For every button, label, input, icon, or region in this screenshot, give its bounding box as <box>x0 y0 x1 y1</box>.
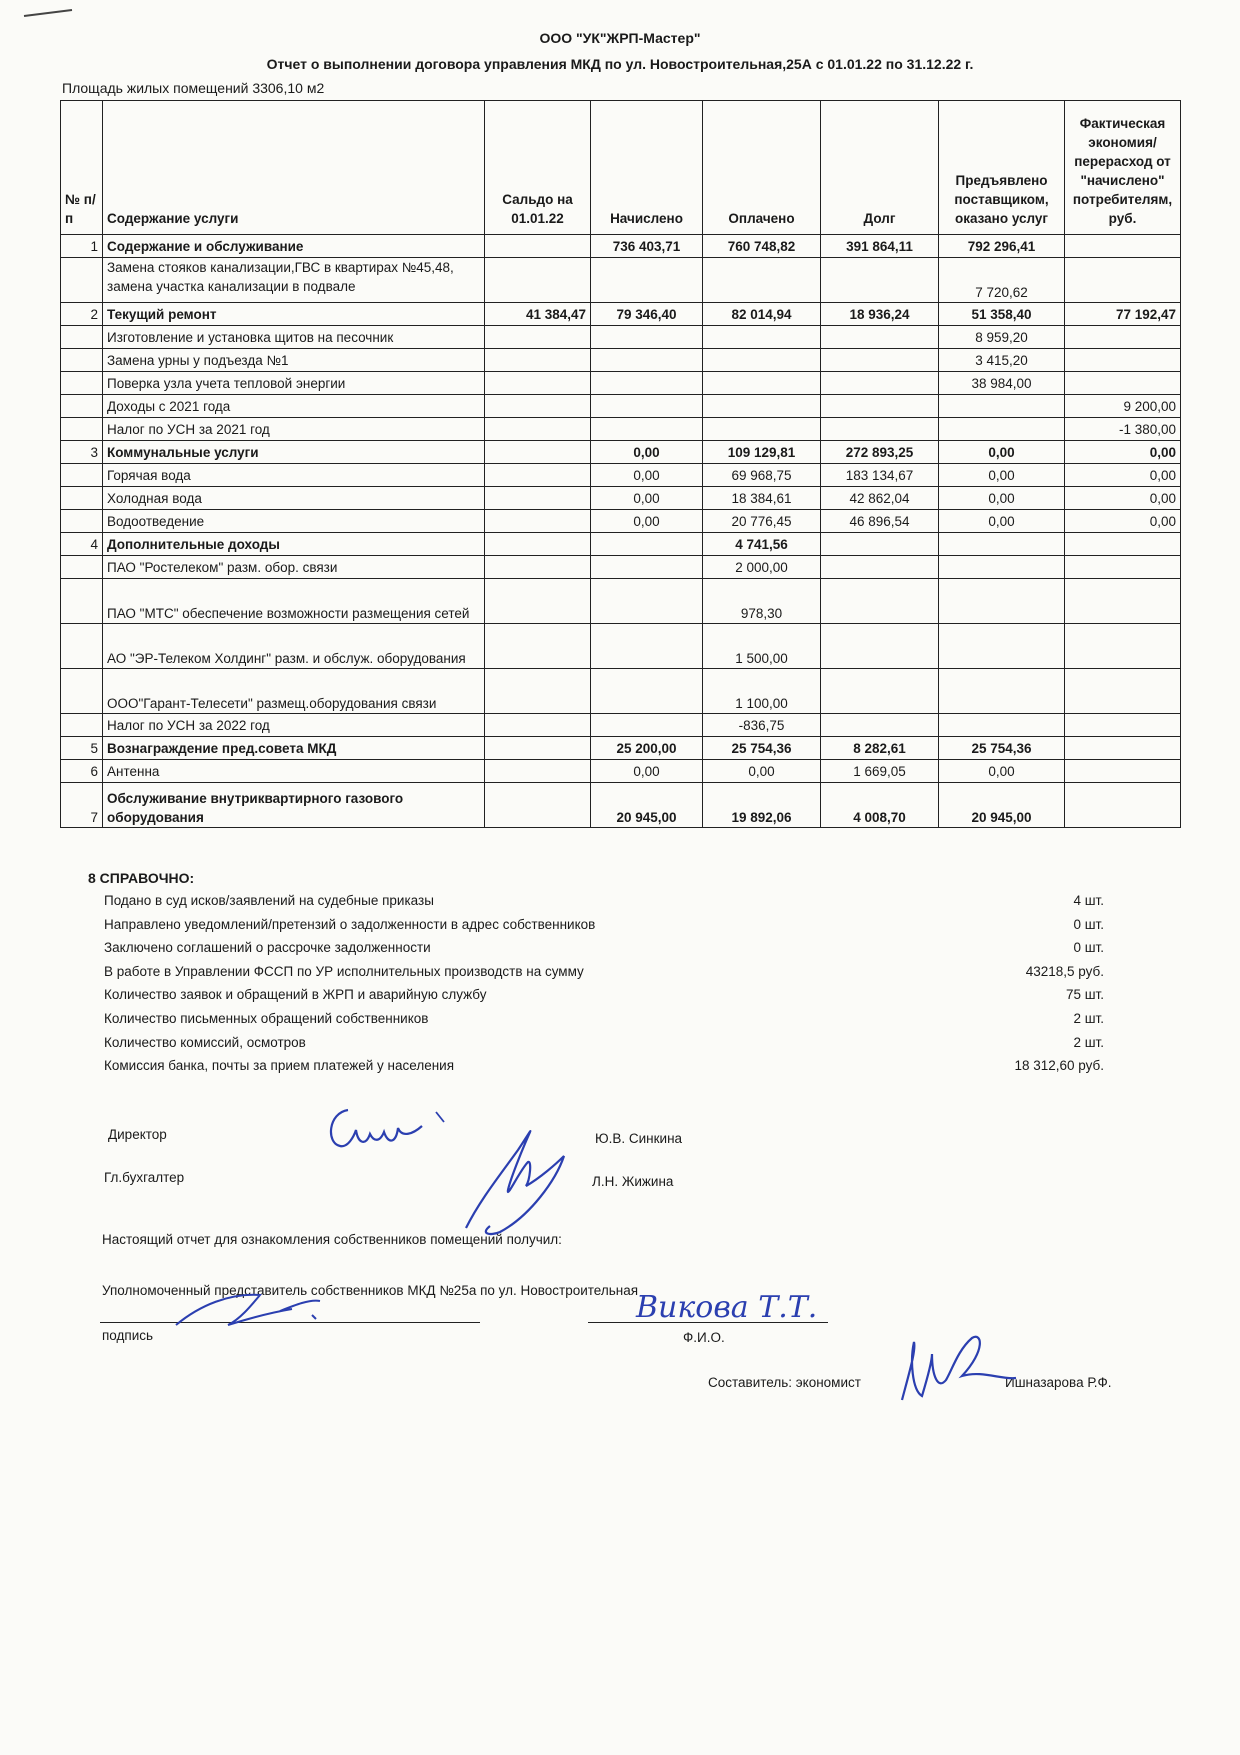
cell-economy <box>1065 349 1181 372</box>
cell-presented: 0,00 <box>939 510 1065 533</box>
cell-n <box>61 349 103 372</box>
representative-signature-ink <box>170 1285 340 1335</box>
report-table <box>60 100 1181 828</box>
cell-economy: 9 200,00 <box>1065 395 1181 418</box>
cell-charged <box>591 624 703 669</box>
cell-service: ПАО "Ростелеком" разм. обор. связи <box>103 556 485 579</box>
cell-debt <box>821 579 939 624</box>
col-paid: Оплачено <box>703 101 821 235</box>
cell-economy: 77 192,47 <box>1065 303 1181 326</box>
cell-debt <box>821 349 939 372</box>
cell-saldo <box>485 624 591 669</box>
cell-paid <box>703 258 821 303</box>
cell-paid <box>703 349 821 372</box>
report-title: Отчет о выполнении договора управления МКД по ул. Новостроительная,25А с 01.01.22 по 31.12.22 г. <box>266 56 974 72</box>
cell-paid <box>703 395 821 418</box>
compiler-signature-ink <box>892 1330 1022 1410</box>
cell-paid: 1 100,00 <box>703 669 821 714</box>
table-row <box>61 737 1181 760</box>
cell-economy <box>1065 372 1181 395</box>
cell-saldo <box>485 533 591 556</box>
reference-label: Подано в суд исков/заявлений на судебные приказы <box>104 893 434 908</box>
cell-charged <box>591 669 703 714</box>
cell-paid <box>703 326 821 349</box>
accountant-name: Л.Н. Жижина <box>592 1174 674 1189</box>
cell-presented: 792 296,41 <box>939 235 1065 258</box>
cell-presented: 0,00 <box>939 441 1065 464</box>
compiler-name: Ишназарова Р.Ф. <box>1005 1375 1112 1390</box>
cell-debt <box>821 395 939 418</box>
cell-saldo <box>485 487 591 510</box>
cell-charged <box>591 418 703 441</box>
director-name: Ю.В. Синкина <box>595 1131 683 1146</box>
cell-paid: 25 754,36 <box>703 737 821 760</box>
representative-statement: Уполномоченный представитель собственников МКД №25а по ул. Новостроительная <box>102 1283 639 1298</box>
cell-presented: 51 358,40 <box>939 303 1065 326</box>
reference-value: 18 312,60 руб. <box>1014 1058 1104 1074</box>
cell-presented: 8 959,20 <box>939 326 1065 349</box>
cell-economy <box>1065 624 1181 669</box>
cell-saldo <box>485 714 591 737</box>
cell-presented: 0,00 <box>939 464 1065 487</box>
table-row <box>61 395 1181 418</box>
director-role: Директор <box>108 1127 167 1142</box>
cell-charged: 0,00 <box>591 441 703 464</box>
cell-charged <box>591 533 703 556</box>
cell-charged <box>591 372 703 395</box>
living-area: Площадь жилых помещений 3306,10 м2 <box>62 80 325 96</box>
cell-economy <box>1065 579 1181 624</box>
received-statement: Настоящий отчет для ознакомления собственников помещений получил: <box>102 1232 562 1247</box>
cell-debt <box>821 556 939 579</box>
cell-economy: 0,00 <box>1065 441 1181 464</box>
cell-n: 5 <box>61 737 103 760</box>
cell-n <box>61 487 103 510</box>
cell-n <box>61 372 103 395</box>
cell-service: Налог по УСН за 2021 год <box>103 418 485 441</box>
cell-service: Коммунальные услуги <box>103 441 485 464</box>
col-service: Содержание услуги <box>103 101 485 235</box>
table-row <box>61 258 1181 303</box>
cell-economy: 0,00 <box>1065 464 1181 487</box>
director-signature-ink <box>318 1098 458 1168</box>
cell-n: 3 <box>61 441 103 464</box>
table-row <box>61 556 1181 579</box>
cell-charged: 0,00 <box>591 760 703 783</box>
table-row <box>61 326 1181 349</box>
table-row <box>61 760 1181 783</box>
table-row <box>61 510 1181 533</box>
reference-label: Количество комиссий, осмотров <box>104 1034 306 1050</box>
cell-debt: 42 862,04 <box>821 487 939 510</box>
cell-charged: 25 200,00 <box>591 737 703 760</box>
reference-item <box>104 917 1104 937</box>
table-row <box>61 464 1181 487</box>
reference-value: 0 шт. <box>1073 916 1104 932</box>
cell-service: ООО"Гарант-Телесети" размещ.оборудования связи <box>103 669 485 714</box>
reference-label: Количество заявок и обращений в ЖРП и аварийную службу <box>104 987 487 1003</box>
cell-service: Дополнительные доходы <box>103 533 485 556</box>
cell-n <box>61 326 103 349</box>
table-row <box>61 441 1181 464</box>
reference-value: 75 шт. <box>1065 987 1104 1003</box>
cell-presented <box>939 579 1065 624</box>
cell-debt <box>821 669 939 714</box>
cell-charged <box>591 556 703 579</box>
cell-paid: 109 129,81 <box>703 441 821 464</box>
cell-paid: 2 000,00 <box>703 556 821 579</box>
cell-service: Доходы с 2021 года <box>103 395 485 418</box>
reference-item <box>104 964 1104 984</box>
table-row <box>61 624 1181 669</box>
cell-debt: 4 008,70 <box>821 783 939 828</box>
cell-paid: 1 500,00 <box>703 624 821 669</box>
cell-saldo <box>485 760 591 783</box>
reference-value: 2 шт. <box>1073 1034 1104 1050</box>
cell-service: Поверка узла учета тепловой энергии <box>103 372 485 395</box>
cell-debt <box>821 714 939 737</box>
cell-n <box>61 669 103 714</box>
organization-name: ООО "УК"ЖРП-Мастер" <box>539 30 701 46</box>
col-debt: Долг <box>821 101 939 235</box>
cell-presented: 3 415,20 <box>939 349 1065 372</box>
cell-debt <box>821 418 939 441</box>
reference-item <box>104 1035 1104 1055</box>
cell-charged <box>591 326 703 349</box>
reference-item <box>104 940 1104 960</box>
cell-service: Обслуживание внутриквартирного газового оборудования <box>103 783 485 828</box>
cell-service: Замена стояков канализации,ГВС в квартирах №45,48, замена участка канализации в подвале <box>103 258 485 303</box>
cell-n <box>61 579 103 624</box>
table-row <box>61 783 1181 828</box>
reference-heading: 8 СПРАВОЧНО: <box>88 870 195 886</box>
cell-charged <box>591 395 703 418</box>
cell-charged <box>591 714 703 737</box>
cell-service: Горячая вода <box>103 464 485 487</box>
cell-presented <box>939 624 1065 669</box>
cell-debt <box>821 533 939 556</box>
cell-economy: 0,00 <box>1065 510 1181 533</box>
cell-n: 4 <box>61 533 103 556</box>
cell-paid: 4 741,56 <box>703 533 821 556</box>
accountant-signature-ink <box>460 1120 580 1240</box>
cell-paid: 18 384,61 <box>703 487 821 510</box>
cell-n: 7 <box>61 783 103 828</box>
cell-paid: 760 748,82 <box>703 235 821 258</box>
cell-debt <box>821 258 939 303</box>
cell-charged: 0,00 <box>591 464 703 487</box>
col-charged: Начислено <box>591 101 703 235</box>
reference-label: В работе в Управлении ФССП по УР исполнительных производств на сумму <box>104 963 584 979</box>
col-number: № п/п <box>61 101 103 235</box>
table-row <box>61 418 1181 441</box>
table-row <box>61 372 1181 395</box>
cell-service: Изготовление и установка щитов на песочник <box>103 326 485 349</box>
cell-service: АО "ЭР-Телеком Холдинг" разм. и обслуж. оборудования <box>103 624 485 669</box>
cell-service: ПАО "МТС" обеспечение возможности размещения сетей <box>103 579 485 624</box>
table-body <box>61 235 1181 828</box>
cell-service: Содержание и обслуживание <box>103 235 485 258</box>
table-header-row <box>61 101 1181 235</box>
cell-n <box>61 556 103 579</box>
cell-debt: 391 864,11 <box>821 235 939 258</box>
cell-saldo <box>485 464 591 487</box>
cell-saldo: 41 384,47 <box>485 303 591 326</box>
reference-value: 43218,5 руб. <box>1025 963 1104 979</box>
cell-paid: 978,30 <box>703 579 821 624</box>
compiler-label: Составитель: экономист <box>708 1375 861 1390</box>
cell-charged: 0,00 <box>591 510 703 533</box>
col-economy: Фактическая экономия/перерасход от "начислено" потребителям, руб. <box>1065 101 1181 235</box>
cell-saldo <box>485 556 591 579</box>
cell-debt <box>821 372 939 395</box>
cell-saldo <box>485 326 591 349</box>
cell-n <box>61 714 103 737</box>
table-row <box>61 303 1181 326</box>
reference-label: Комиссия банка, почты за прием платежей у населения <box>104 1058 455 1074</box>
cell-presented: 0,00 <box>939 760 1065 783</box>
cell-n <box>61 395 103 418</box>
cell-economy <box>1065 326 1181 349</box>
cell-n: 1 <box>61 235 103 258</box>
reference-value: 4 шт. <box>1073 893 1104 908</box>
cell-n: 6 <box>61 760 103 783</box>
accountant-role: Гл.бухгалтер <box>104 1170 185 1185</box>
cell-service: Вознаграждение пред.совета МКД <box>103 737 485 760</box>
cell-paid: 20 776,45 <box>703 510 821 533</box>
reference-label: Заключено соглашений о рассрочке задолженности <box>104 940 431 956</box>
cell-n <box>61 464 103 487</box>
cell-paid: 0,00 <box>703 760 821 783</box>
cell-debt: 46 896,54 <box>821 510 939 533</box>
cell-presented <box>939 714 1065 737</box>
signature-label: подпись <box>102 1328 154 1343</box>
cell-presented <box>939 395 1065 418</box>
cell-n <box>61 418 103 441</box>
cell-presented: 38 984,00 <box>939 372 1065 395</box>
cell-saldo <box>485 235 591 258</box>
cell-economy: 0,00 <box>1065 487 1181 510</box>
cell-saldo <box>485 258 591 303</box>
cell-paid: 69 968,75 <box>703 464 821 487</box>
cell-presented: 7 720,62 <box>939 258 1065 303</box>
cell-charged <box>591 349 703 372</box>
cell-economy: -1 380,00 <box>1065 418 1181 441</box>
cell-economy <box>1065 533 1181 556</box>
cell-n <box>61 510 103 533</box>
cell-charged <box>591 258 703 303</box>
table-row <box>61 714 1181 737</box>
cell-paid <box>703 372 821 395</box>
cell-debt: 8 282,61 <box>821 737 939 760</box>
cell-economy <box>1065 783 1181 828</box>
col-saldo: Сальдо на 01.01.22 <box>485 101 591 235</box>
handwritten-fio <box>630 1285 890 1330</box>
reference-label: Направлено уведомлений/претензий о задолженности в адрес собственников <box>104 916 596 932</box>
cell-presented: 20 945,00 <box>939 783 1065 828</box>
table-row <box>61 669 1181 714</box>
cell-paid: 19 892,06 <box>703 783 821 828</box>
cell-charged: 79 346,40 <box>591 303 703 326</box>
cell-charged: 736 403,71 <box>591 235 703 258</box>
cell-service: Налог по УСН за 2022 год <box>103 714 485 737</box>
cell-saldo <box>485 669 591 714</box>
cell-n <box>61 624 103 669</box>
cell-saldo <box>485 349 591 372</box>
handwritten-fio-text: Викова Т.Т. <box>636 1290 818 1325</box>
cell-economy <box>1065 737 1181 760</box>
table-row <box>61 235 1181 258</box>
reference-value: 2 шт. <box>1073 1011 1104 1026</box>
reference-item <box>104 893 1104 913</box>
table-row <box>61 487 1181 510</box>
cell-saldo <box>485 783 591 828</box>
corner-mark-ink <box>20 6 80 20</box>
cell-economy <box>1065 714 1181 737</box>
cell-charged: 20 945,00 <box>591 783 703 828</box>
reference-item <box>104 1011 1104 1031</box>
cell-service: Холодная вода <box>103 487 485 510</box>
cell-service: Водоотведение <box>103 510 485 533</box>
cell-paid: -836,75 <box>703 714 821 737</box>
cell-service: Замена урны у подъезда №1 <box>103 349 485 372</box>
cell-paid: 82 014,94 <box>703 303 821 326</box>
cell-economy <box>1065 760 1181 783</box>
cell-saldo <box>485 372 591 395</box>
cell-saldo <box>485 579 591 624</box>
cell-debt <box>821 326 939 349</box>
reference-item <box>104 987 1104 1007</box>
cell-debt: 272 893,25 <box>821 441 939 464</box>
fio-label: Ф.И.О. <box>683 1330 725 1345</box>
cell-saldo <box>485 737 591 760</box>
cell-n: 2 <box>61 303 103 326</box>
cell-charged: 0,00 <box>591 487 703 510</box>
table-row <box>61 533 1181 556</box>
cell-economy <box>1065 258 1181 303</box>
cell-presented: 0,00 <box>939 487 1065 510</box>
col-presented: Предъявлено поставщиком, оказано услуг <box>939 101 1065 235</box>
reference-value: 0 шт. <box>1073 940 1104 956</box>
cell-debt: 18 936,24 <box>821 303 939 326</box>
cell-presented: 25 754,36 <box>939 737 1065 760</box>
cell-economy <box>1065 669 1181 714</box>
cell-economy <box>1065 235 1181 258</box>
cell-charged <box>591 579 703 624</box>
cell-presented <box>939 669 1065 714</box>
cell-presented <box>939 533 1065 556</box>
cell-n <box>61 258 103 303</box>
cell-paid <box>703 418 821 441</box>
cell-presented <box>939 556 1065 579</box>
table-row <box>61 579 1181 624</box>
reference-label: Количество письменных обращений собственников <box>104 1011 429 1026</box>
cell-saldo <box>485 395 591 418</box>
cell-debt <box>821 624 939 669</box>
cell-debt: 183 134,67 <box>821 464 939 487</box>
cell-debt: 1 669,05 <box>821 760 939 783</box>
table-row <box>61 349 1181 372</box>
cell-saldo <box>485 510 591 533</box>
cell-saldo <box>485 418 591 441</box>
cell-economy <box>1065 556 1181 579</box>
cell-service: Антенна <box>103 760 485 783</box>
reference-item <box>104 1058 1104 1078</box>
cell-presented <box>939 418 1065 441</box>
cell-service: Текущий ремонт <box>103 303 485 326</box>
cell-saldo <box>485 441 591 464</box>
